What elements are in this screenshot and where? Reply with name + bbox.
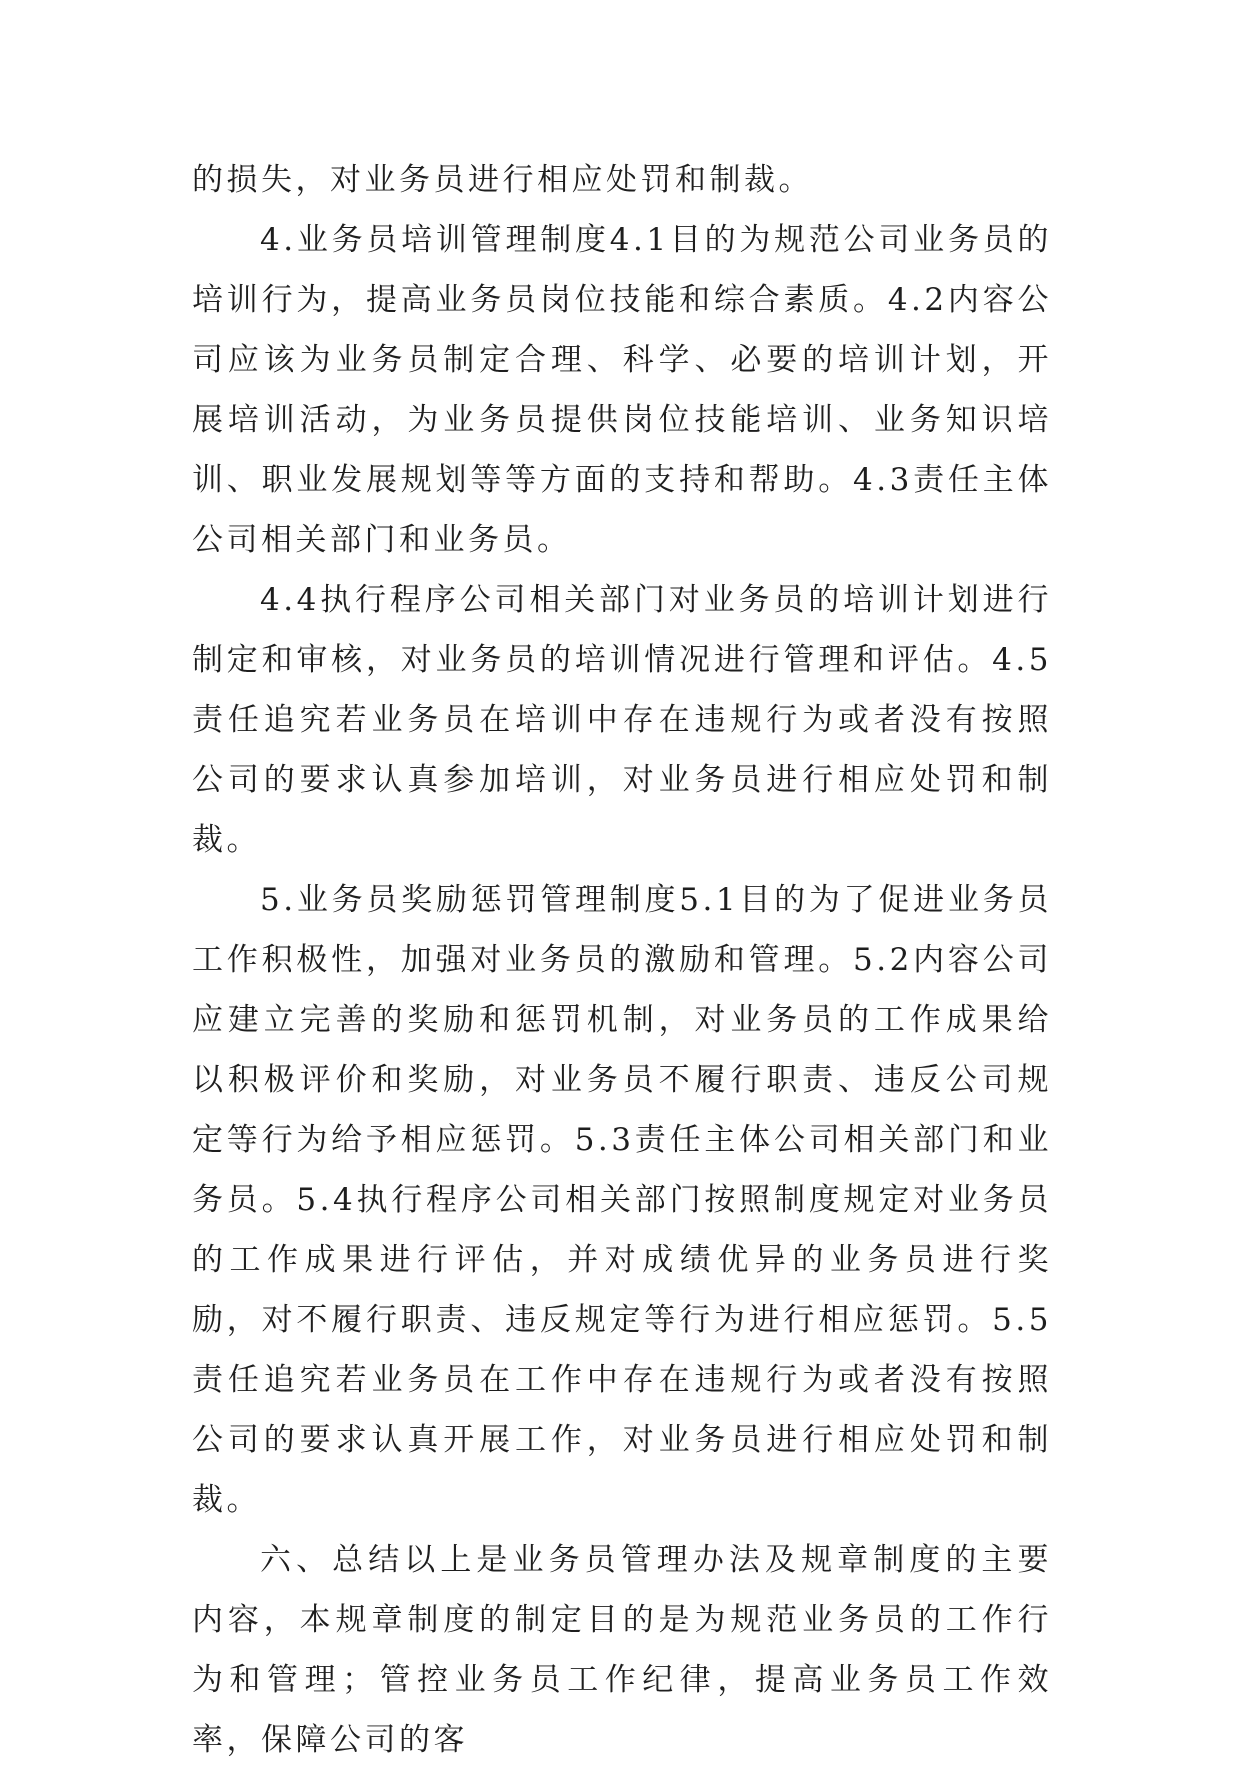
document-body bbox=[192, 150, 1052, 1770]
paragraph-training-system: 4.业务员培训管理制度4.1目的为规范公司业务员的培训行为，提高业务员岗位技能和综合素质。4.2内容公司应该为业务员制定合理、科学、必要的培训计划，开展培训活动，为业务员提供岗位技能培训、业务知识培训、职业发展规划等等方面的支持和帮助。4.3责任主体公司相关部门和业务员。 bbox=[192, 222, 1052, 558]
paragraph-reward-penalty-system: 5.业务员奖励惩罚管理制度5.1目的为了促进业务员工作积极性，加强对业务员的激励和管理。5.2内容公司应建立完善的奖励和惩罚机制，对业务员的工作成果给以积极评价和奖励，对业务员不履行职责、违反公司规定等行为给予相应惩罚。5.3责任主体公司相关部门和业务员。5.4执行程序公司相关部门按照制度规定对业务员的工作成果进行评估，并对成绩优异的业务员进行奖励，对不履行职责、违反规定等行为进行相应惩罚。5.5责任追究若业务员在工作中存在违规行为或者没有按照公司的要求认真开展工作，对业务员进行相应处罚和制裁。 bbox=[192, 882, 1052, 1518]
paragraph-summary: 六、总结以上是业务员管理办法及规章制度的主要内容，本规章制度的制定目的是为规范业务员的工作行为和管理；管控业务员工作纪律，提高业务员工作效率，保障公司的客 bbox=[192, 1542, 1052, 1758]
paragraph-training-procedure: 4.4执行程序公司相关部门对业务员的培训计划进行制定和审核，对业务员的培训情况进行管理和评估。4.5责任追究若业务员在培训中存在违规行为或者没有按照公司的要求认真参加培训，对业务员进行相应处罚和制裁。 bbox=[192, 582, 1052, 858]
paragraph-continuation: 的损失，对业务员进行相应处罚和制裁。 bbox=[192, 162, 813, 198]
